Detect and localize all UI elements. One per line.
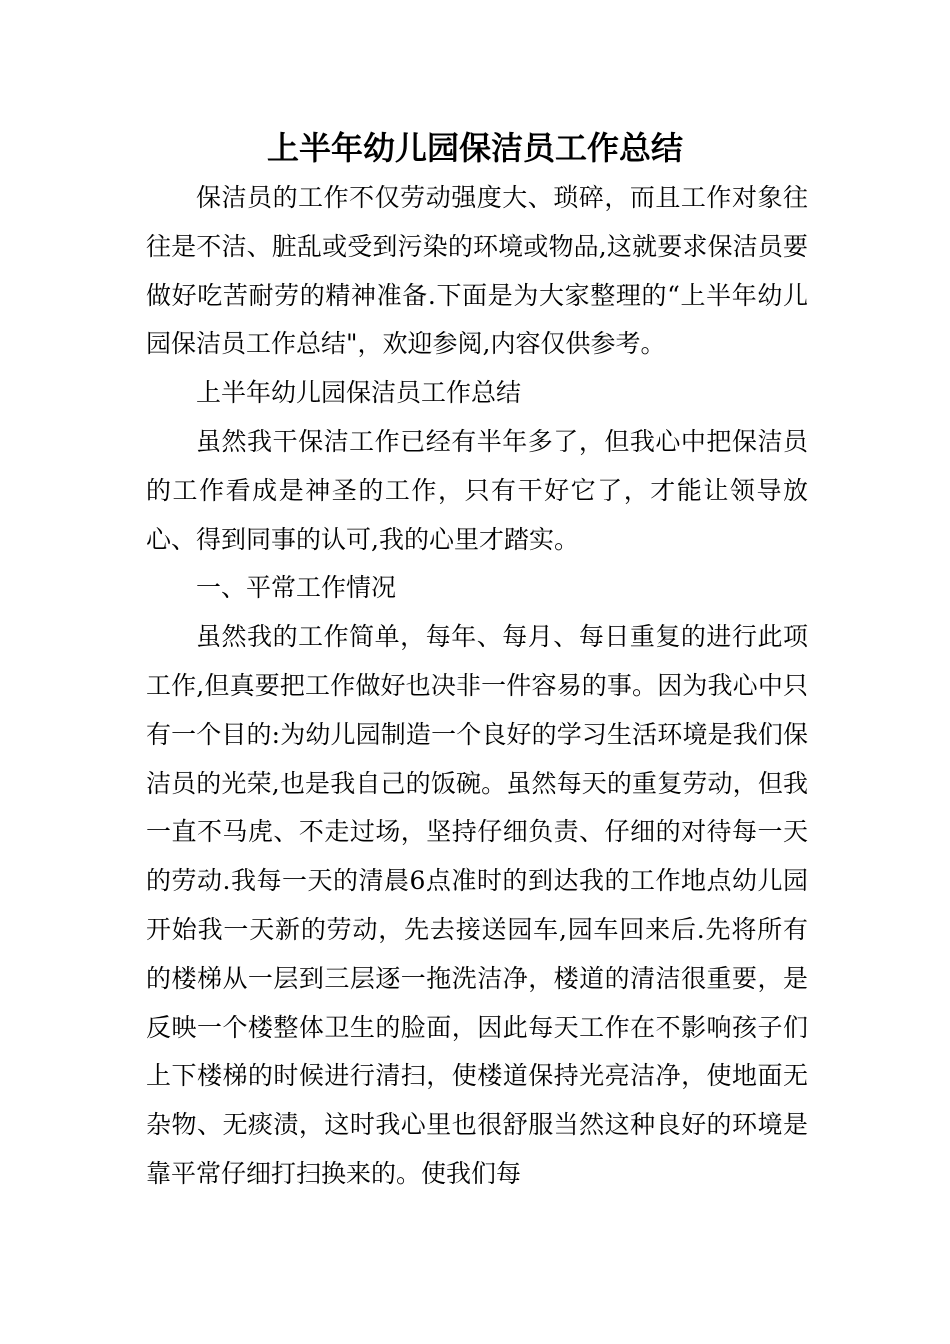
document-body (146, 174, 808, 1199)
section-heading: 一、平常工作情况 (196, 573, 397, 603)
paragraph-intro: 保洁员的工作不仅劳动强度大、琐碎，而且工作对象往往是不洁、脏乱或受到污染的环境或物品,这就要求保洁员要做好吃苦耐劳的精神准备.下面是为大家整理的“上半年幼儿园保洁员工作总结"，欢迎参阅,内容仅供参考。 (146, 183, 808, 359)
paragraph-work-details: 虽然我的工作简单，每年、每月、每日重复的进行此项工作,但真要把工作做好也决非一件容易的事。因为我心中只有一个目的:为幼儿园制造一个良好的学习生活环境是我们保洁员的光荣,也是我自己的饭碗。虽然每天的重复劳动，但我一直不马虎、不走过场，坚持仔细负责、仔细的对待每一天的劳动.我每一天的清晨6点准时的到达我的工作地点幼儿园开始我一天新的劳动，先去接送园车,园车回来后.先将所有的楼梯从一层到三层逐一拖洗洁净，楼道的清洁很重要，是反映一个楼整体卫生的脸面，因此每天工作在不影响孩子们上下楼梯的时候进行清扫，使楼道保持光亮洁净，使地面无杂物、无痰渍，这时我心里也很舒服当然这种良好的环境是靠平常仔细打扫换来的。使我们每 (146, 622, 808, 1188)
paragraph-subtitle: 上半年幼儿园保洁员工作总结 (196, 378, 522, 408)
document-title: 上半年幼儿园保洁员工作总结 (266, 129, 683, 167)
paragraph-opening: 虽然我干保洁工作已经有半年多了，但我心中把保洁员的工作看成是神圣的工作，只有干好它了，才能让领导放心、得到同事的认可,我的心里才踏实。 (146, 426, 808, 554)
